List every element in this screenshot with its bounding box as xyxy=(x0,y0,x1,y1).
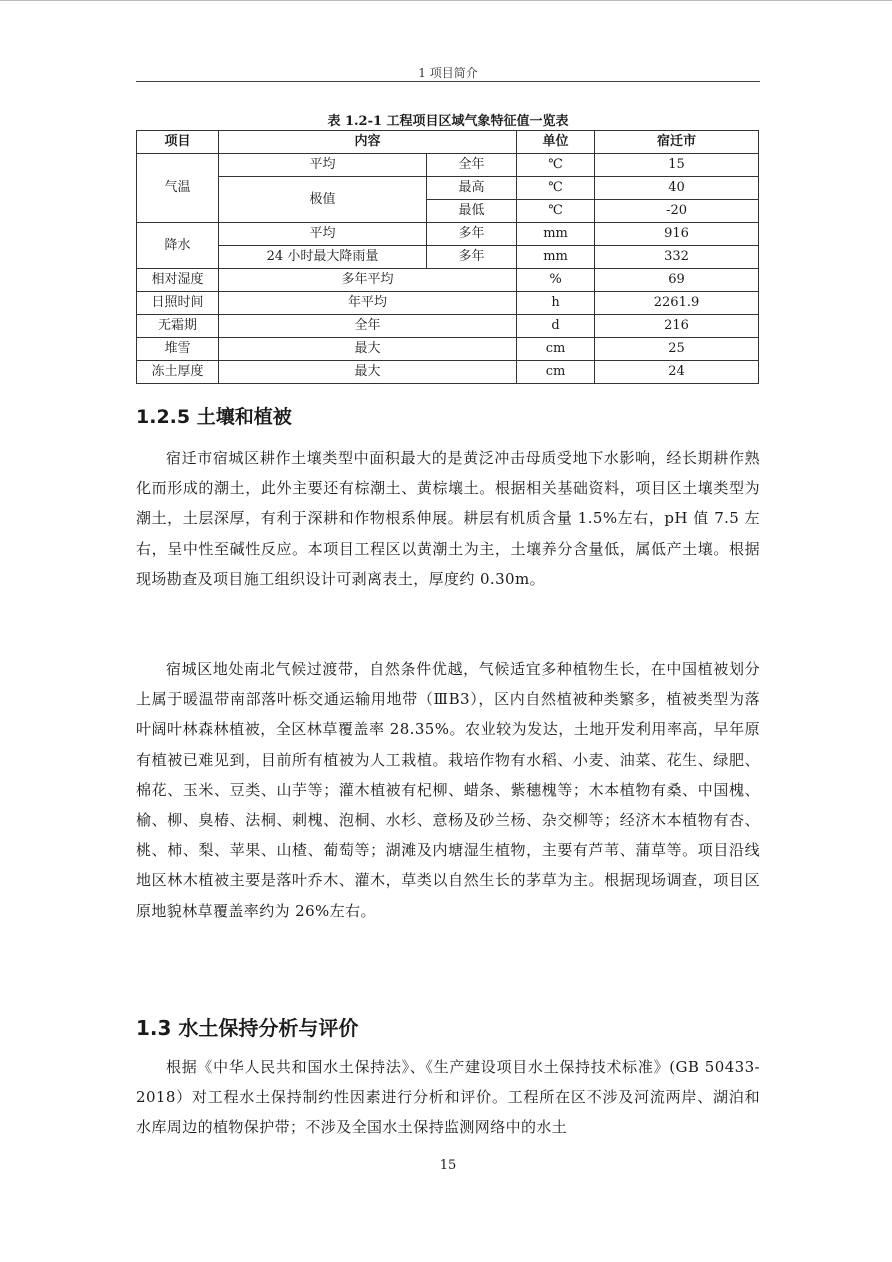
sub-cell: 全年 xyxy=(427,154,517,177)
item-cell: 气温 xyxy=(137,154,219,223)
unit-cell: ℃ xyxy=(517,177,595,200)
paragraph-analysis: 根据《中华人民共和国水土保持法》、《生产建设项目水土保持技术标准》(GB 50433-2018）对工程水土保持制约性因素进行分析和评价。工程所在区不涉及河流两岸、湖泊和水库周边的植物保护带；不涉及全国水土保持监测网络中的水土 xyxy=(136,1058,760,1137)
value-cell: 24 xyxy=(595,361,759,384)
item-cell: 冻土厚度 xyxy=(137,361,219,384)
item-cell: 堆雪 xyxy=(137,338,219,361)
value-cell: 69 xyxy=(595,269,759,292)
header-content: 内容 xyxy=(219,131,517,154)
table-row xyxy=(137,154,759,177)
value-cell: 25 xyxy=(595,338,759,361)
item-cell: 日照时间 xyxy=(137,292,219,315)
table-row xyxy=(137,361,759,384)
sub-cell: 最高 xyxy=(427,177,517,200)
value-cell: -20 xyxy=(595,200,759,223)
unit-cell: ℃ xyxy=(517,154,595,177)
sub-cell: 多年 xyxy=(427,246,517,269)
header-item: 项目 xyxy=(137,131,219,154)
table-caption: 表 1.2-1 工程项目区域气象特征值一览表 xyxy=(327,114,569,129)
value-cell: 15 xyxy=(595,154,759,177)
unit-cell: cm xyxy=(517,361,595,384)
unit-cell: % xyxy=(517,269,595,292)
climate-table xyxy=(136,130,759,384)
table-row xyxy=(137,223,759,246)
value-cell: 916 xyxy=(595,223,759,246)
unit-cell: cm xyxy=(517,338,595,361)
unit-cell: mm xyxy=(517,246,595,269)
content-cell: 最大 xyxy=(219,338,517,361)
item-cell: 无霜期 xyxy=(137,315,219,338)
paragraph-vegetation: 宿城区地处南北气候过渡带，自然条件优越，气候适宜多种植物生长，在中国植被划分上属于暖温带南部落叶栎交通运输用地带（ⅢB3），区内自然植被种类繁多，植被类型为落叶阔叶林森林植被，全区林草覆盖率 28.35%。农业较为发达，土地开发利用率高，早年原有植被已难见到，目前所有植被为人工栽植。栽培作物有水稻、小麦、油菜、花生、绿肥、棉花、玉米、豆类、山芋等；灌木植被有杞柳、蜡条、紫穗槐等；木本植物有桑、中国槐、榆、柳、臭椿、法桐、刺槐、泡桐、水杉、意杨及砂兰杨、杂交柳等；经济木本植物有杏、桃、柿、梨、苹果、山楂、葡萄等；湖滩及内塘湿生植物，主要有芦苇、蒲草等。项目沿线地区林木植被主要是落叶乔木、灌木，草类以自然生长的茅草为主。根据现场调查，项目区原地貌林草覆盖率约为 26%左右。 xyxy=(136,660,760,920)
value-cell: 2261.9 xyxy=(595,292,759,315)
value-cell: 216 xyxy=(595,315,759,338)
content-cell: 最大 xyxy=(219,361,517,384)
value-cell: 332 xyxy=(595,246,759,269)
unit-cell: d xyxy=(517,315,595,338)
table-row xyxy=(137,269,759,292)
content-cell: 多年平均 xyxy=(219,269,517,292)
section-heading-soil-vegetation: 1.2.5 土壤和植被 xyxy=(136,406,292,428)
content-cell: 年平均 xyxy=(219,292,517,315)
sub-cell: 多年 xyxy=(427,223,517,246)
section-heading-soil-water-conservation: 1.3 水土保持分析与评价 xyxy=(136,1016,359,1040)
unit-cell: h xyxy=(517,292,595,315)
item-cell: 相对湿度 xyxy=(137,269,219,292)
unit-cell: ℃ xyxy=(517,200,595,223)
header-city: 宿迁市 xyxy=(595,131,759,154)
running-header: 1 项目简介 xyxy=(418,66,478,80)
content-cell: 24 小时最大降雨量 xyxy=(219,246,427,269)
sub-cell: 最低 xyxy=(427,200,517,223)
content-cell: 全年 xyxy=(219,315,517,338)
table-row xyxy=(137,292,759,315)
header-divider xyxy=(136,81,760,82)
value-cell: 40 xyxy=(595,177,759,200)
item-cell: 降水 xyxy=(137,223,219,269)
table-row xyxy=(137,338,759,361)
table-header-row xyxy=(137,131,759,154)
header-unit: 单位 xyxy=(517,131,595,154)
top-border xyxy=(0,0,892,1)
paragraph-soil: 宿迁市宿城区耕作土壤类型中面积最大的是黄泛冲击母质受地下水影响，经长期耕作熟化而形成的潮土，此外主要还有棕潮土、黄棕壤土。根据相关基础资料，项目区土壤类型为潮土，土层深厚，有利于深耕和作物根系伸展。耕层有机质含量 1.5%左右，pH 值 7.5 左右，呈中性至碱性反应。本项目工程区以黄潮土为主，土壤养分含量低，属低产土壤。根据现场勘查及项目施工组织设计可剥离表土，厚度约 0.30m。 xyxy=(136,449,760,588)
page-number: 15 xyxy=(439,1158,457,1173)
content-cell: 平均 xyxy=(219,154,427,177)
table-row xyxy=(137,246,759,269)
table-row xyxy=(137,315,759,338)
unit-cell: mm xyxy=(517,223,595,246)
content-cell: 平均 xyxy=(219,223,427,246)
content-cell: 极值 xyxy=(219,177,427,223)
table-row xyxy=(137,177,759,200)
